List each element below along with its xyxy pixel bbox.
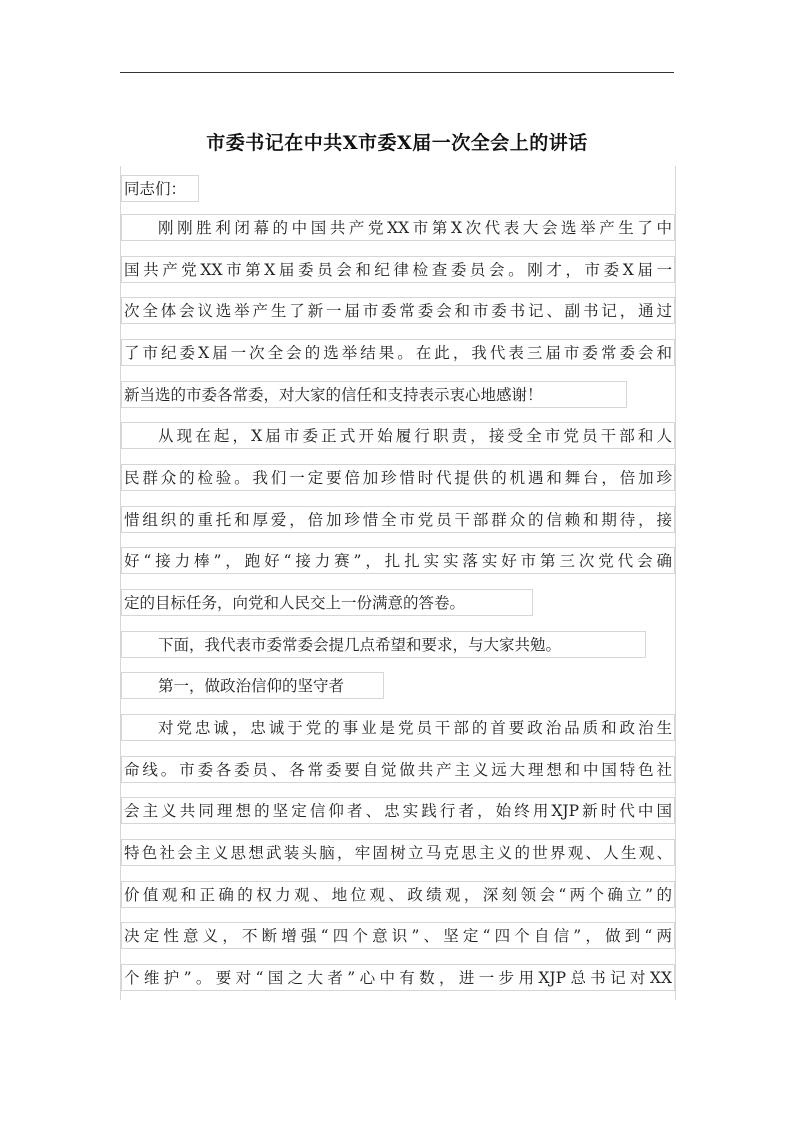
text-line: 下面，我代表市委常委会提几点希望和要求，与大家共勉。 xyxy=(121,631,646,658)
text-line: 价值观和正确的权力观、地位观、政绩观，深刻领会“两个确立”的 xyxy=(121,881,675,908)
document-body xyxy=(120,166,676,1000)
text-line: 从现在起，X届市委正式开始履行职责，接受全市党员干部和人 xyxy=(121,422,675,449)
text-line: 次全体会议选举产生了新一届市委常委会和市委书记、副书记，通过 xyxy=(121,297,675,324)
text-line: 了市纪委X届一次全会的选举结果。在此，我代表三届市委常委会和 xyxy=(121,339,675,366)
text-line: 对党忠诚，忠诚于党的事业是党员干部的首要政治品质和政治生 xyxy=(121,714,675,741)
text-line: 刚刚胜利闭幕的中国共产党XX市第X次代表大会选举产生了中 xyxy=(121,214,675,241)
text-line: 新当选的市委各常委，对大家的信任和支持表示衷心地感谢！ xyxy=(121,381,627,408)
document-title: 市委书记在中共X市委X届一次全会上的讲话 xyxy=(206,132,588,154)
salutation-line: 同志们： xyxy=(121,175,199,202)
text-line: 特色社会主义思想武装头脑，牢固树立马克思主义的世界观、人生观、 xyxy=(121,839,675,866)
text-line: 好“接力棒”，跑好“接力赛”，扎扎实实落实好市第三次党代会确 xyxy=(121,547,675,574)
text-line: 国共产党XX市第X届委员会和纪律检查委员会。刚才，市委X届一 xyxy=(121,256,675,283)
section-heading: 第一，做政治信仰的坚守者 xyxy=(121,672,384,699)
text-line: 个维护”。要对“国之大者”心中有数，进一步用XJP总书记对XX xyxy=(121,964,675,991)
text-line: 会主义共同理想的坚定信仰者、忠实践行者，始终用XJP新时代中国 xyxy=(121,797,675,824)
text-line: 民群众的检验。我们一定要倍加珍惜时代提供的机遇和舞台，倍加珍 xyxy=(121,464,675,491)
header-rule xyxy=(120,72,674,73)
text-line: 定的目标任务，向党和人民交上一份满意的答卷。 xyxy=(121,589,533,616)
text-line: 决定性意义，不断增强“四个意识”、坚定“四个自信”，做到“两 xyxy=(121,922,675,949)
text-line: 惜组织的重托和厚爱，倍加珍惜全市党员干部群众的信赖和期待，接 xyxy=(121,506,675,533)
text-line: 命线。市委各委员、各常委要自觉做共产主义远大理想和中国特色社 xyxy=(121,756,675,783)
